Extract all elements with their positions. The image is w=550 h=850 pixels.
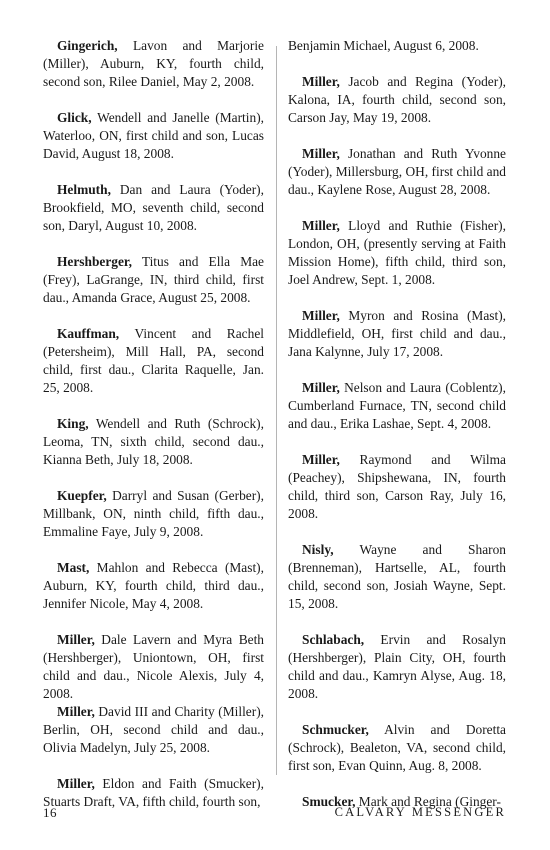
birth-announcement-continued: [288, 37, 506, 55]
birth-announcement: [43, 703, 264, 757]
family-name: Miller,: [302, 146, 340, 161]
family-name: King,: [57, 416, 89, 431]
announcement-text: Dan and Laura (Yoder), Brookfield, MO, seventh child, second son, Daryl, August 10, 2008.: [43, 182, 264, 233]
publication-title: CALVARY MESSENGER: [334, 805, 506, 819]
family-name: Nisly,: [302, 542, 334, 557]
birth-announcement: [288, 73, 506, 127]
page-number: 16: [43, 805, 57, 820]
announcement-text: Lavon and Marjorie (Miller), Auburn, KY, fourth child, second son, Rilee Daniel, May 2, 2008.: [43, 38, 264, 89]
family-name: Miller,: [302, 74, 340, 89]
birth-announcement: [43, 181, 264, 235]
birth-announcement: [43, 109, 264, 163]
announcement-text: Raymond and Wilma (Peachey), Shipshewana, IN, fourth child, third son, Carson Ray, July 16, 2008.: [288, 452, 506, 521]
column-divider: [276, 46, 277, 775]
family-name: Miller,: [302, 452, 340, 467]
family-name: Glick,: [57, 110, 92, 125]
birth-announcement: [43, 487, 264, 541]
family-name: Miller,: [57, 704, 95, 719]
birth-announcement: [288, 217, 506, 289]
announcement-text: Wendell and Ruth (Schrock), Leoma, TN, sixth child, second dau., Kianna Beth, July 18, 2008.: [43, 416, 264, 467]
announcement-text: Mahlon and Rebecca (Mast), Auburn, KY, fourth child, third dau., Jennifer Nicole, May 4, 2008.: [43, 560, 264, 611]
birth-announcement: [288, 145, 506, 199]
announcement-text: Vincent and Rachel (Petersheim), Mill Hall, PA, second child, first dau., Clarita Raquelle, Jan. 25, 2008.: [43, 326, 264, 395]
announcement-text: Alvin and Doretta (Schrock), Bealeton, VA, second child, first son, Evan Quinn, Aug. 8, 2008.: [288, 722, 506, 773]
family-name: Smucker,: [302, 794, 356, 809]
birth-announcement: [288, 721, 506, 775]
family-name: Kauffman,: [57, 326, 120, 341]
announcement-text: Dale Lavern and Myra Beth (Hershberger), Uniontown, OH, first child and dau., Nicole Alexis, July 4, 2008.: [43, 632, 264, 701]
left-column: [43, 37, 264, 829]
announcement-text: Nelson and Laura (Coblentz), Cumberland Furnace, TN, second child and dau., Erika Lashae, Sept. 4, 2008.: [288, 380, 506, 431]
announcement-text: Darryl and Susan (Gerber), Millbank, ON, ninth child, fifth dau., Emmaline Faye, July 9, 2008.: [43, 488, 264, 539]
birth-announcement: [288, 631, 506, 703]
birth-announcement: [288, 451, 506, 523]
announcement-text: Ervin and Rosalyn (Hershberger), Plain City, OH, fourth child and dau., Kamryn Alyse, Aug. 18, 2008.: [288, 632, 506, 701]
family-name: Gingerich,: [57, 38, 118, 53]
family-name: Miller,: [302, 380, 340, 395]
announcement-text: Titus and Ella Mae (Frey), LaGrange, IN, third child, first dau., Amanda Grace, August 25, 2008.: [43, 254, 264, 305]
announcement-text: Wayne and Sharon (Brenneman), Hartselle, AL, fourth child, second son, Josiah Wayne, Sept. 15, 2008.: [288, 542, 506, 611]
family-name: Schlabach,: [302, 632, 365, 647]
family-name: Schmucker,: [302, 722, 369, 737]
family-name: Miller,: [302, 218, 340, 233]
birth-announcement: [288, 541, 506, 613]
birth-announcement: [43, 415, 264, 469]
announcement-text: Mark and Regina (Ginger-: [355, 794, 501, 809]
family-name: Mast,: [57, 560, 90, 575]
birth-announcement: [43, 775, 264, 811]
family-name: Hershberger,: [57, 254, 132, 269]
right-column: [288, 37, 506, 829]
announcement-text: David III and Charity (Miller), Berlin, OH, second child and dau., Olivia Madelyn, July 25, 2008.: [43, 704, 264, 755]
birth-announcement: [43, 325, 264, 397]
birth-announcement: [43, 631, 264, 703]
birth-announcement: [43, 559, 264, 613]
family-name: Miller,: [302, 308, 340, 323]
announcement-text: Jacob and Regina (Yoder), Kalona, IA, fourth child, second son, Carson Jay, May 19, 2008.: [288, 74, 506, 125]
family-name: Helmuth,: [57, 182, 111, 197]
birth-announcement: [288, 379, 506, 433]
birth-announcement: [43, 253, 264, 307]
family-name: Kuepfer,: [57, 488, 107, 503]
announcement-text: Benjamin Michael, August 6, 2008.: [288, 38, 479, 53]
announcement-text: Eldon and Faith (Smucker), Stuarts Draft, VA, fifth child, fourth son,: [43, 776, 264, 809]
birth-announcement: [43, 37, 264, 91]
family-name: Miller,: [57, 776, 95, 791]
announcement-text: Wendell and Janelle (Martin), Waterloo, ON, first child and son, Lucas David, August 18, 2008.: [43, 110, 264, 161]
announcement-text: Myron and Rosina (Mast), Middlefield, OH, first child and dau., Jana Kalynne, July 17, 2008.: [288, 308, 506, 359]
announcement-text: Jonathan and Ruth Yvonne (Yoder), Millersburg, OH, first child and dau., Kaylene Rose, August 28, 2008.: [288, 146, 506, 197]
family-name: Miller,: [57, 632, 95, 647]
announcement-text: Lloyd and Ruthie (Fisher), London, OH, (presently serving at Faith Mission Home), fifth child, third son, Joel Andrew, Sept. 1, 2008.: [288, 218, 506, 287]
birth-announcement: [288, 307, 506, 361]
